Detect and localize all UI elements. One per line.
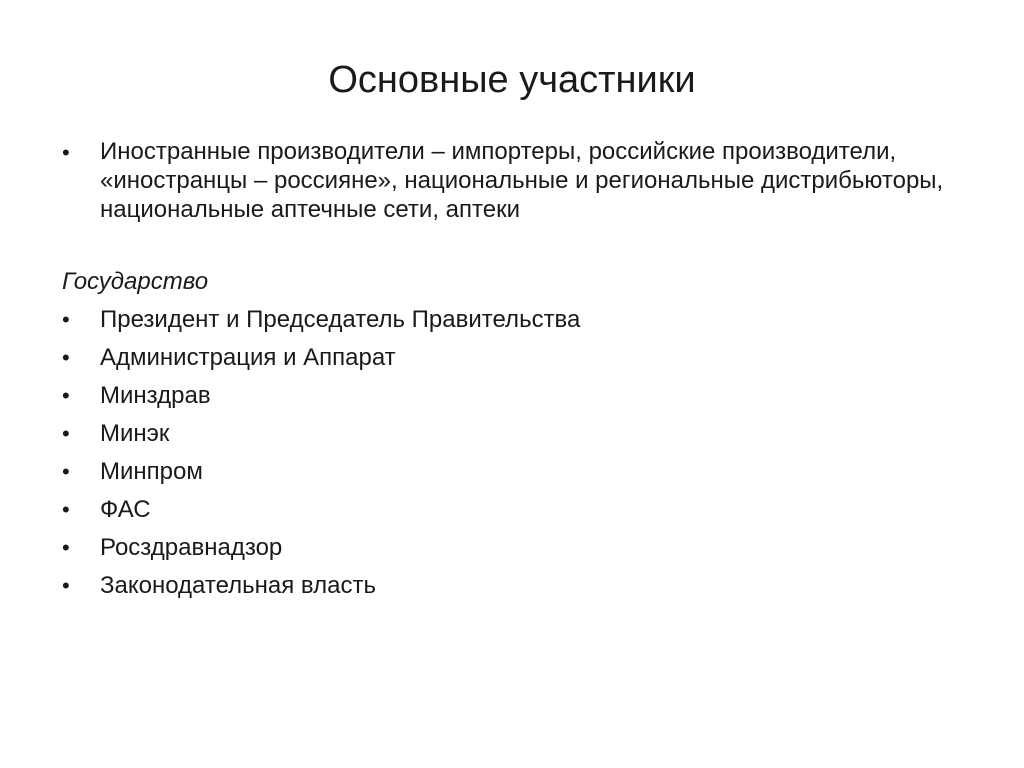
- bullet-icon: •: [62, 573, 70, 598]
- list-item-text: Иностранные производители – импортеры, российские производители, «иностранцы – россияне», национальные и региональные дистрибьюторы, национальные аптечные сети, аптеки: [100, 138, 944, 223]
- list-item-text: ФАС: [100, 496, 151, 523]
- list-item: [62, 304, 962, 335]
- list-item: [62, 532, 962, 563]
- list-item-text: Администрация и Аппарат: [100, 344, 396, 371]
- section-heading-state: Государство: [62, 268, 209, 295]
- bullet-icon: •: [62, 535, 70, 560]
- list-item-text: Росздравнадзор: [100, 534, 283, 561]
- list-item: [62, 570, 962, 601]
- list-item: [62, 342, 962, 373]
- bullet-icon: •: [62, 497, 70, 522]
- list-item-text: Минздрав: [100, 382, 211, 409]
- bullet-icon: •: [62, 140, 70, 165]
- list-item: [62, 380, 962, 411]
- list-item: [62, 494, 962, 525]
- state-list: [62, 304, 962, 601]
- bullet-icon: •: [62, 459, 70, 484]
- list-item-text: Минпром: [100, 458, 203, 485]
- list-item-text: Законодательная власть: [100, 572, 376, 599]
- slide-title: Основные участники: [328, 59, 696, 101]
- bullet-icon: •: [62, 421, 70, 446]
- list-item-text: Минэк: [100, 420, 170, 447]
- list-item-participants: [62, 137, 962, 224]
- list-item: [62, 418, 962, 449]
- bullet-icon: •: [62, 383, 70, 408]
- slide-content: [62, 137, 962, 608]
- bullet-icon: •: [62, 345, 70, 370]
- list-item-text: Президент и Председатель Правительства: [100, 306, 581, 333]
- list-item: [62, 456, 962, 487]
- bullet-icon: •: [62, 307, 70, 332]
